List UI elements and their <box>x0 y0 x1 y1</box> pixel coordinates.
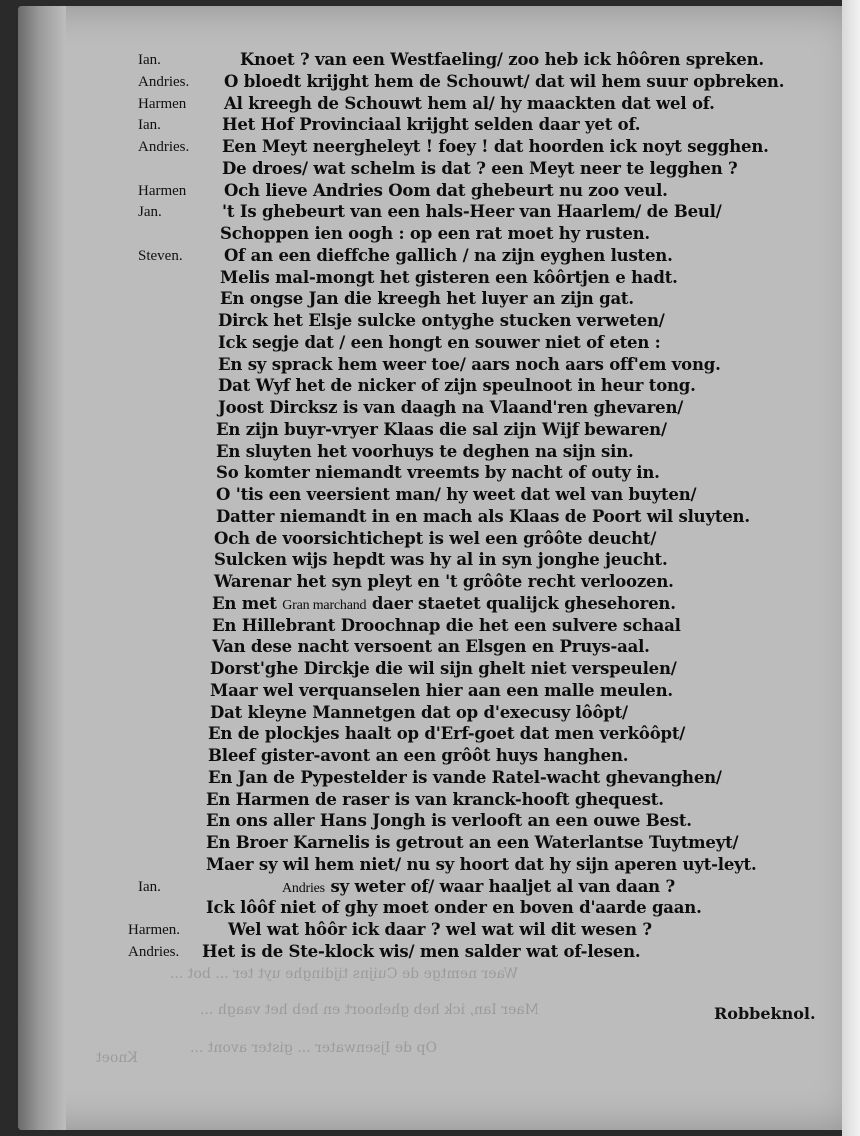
verse-line: O bloedt krijght hem de Schouwt/ dat wil hem suur opbreken. <box>224 71 785 91</box>
verse-line: Een Meyt neergheleyt ! foey ! dat hoorden ick noyt segghen. <box>222 137 769 156</box>
verse-line: En Jan de Pypestelder is vande Ratel-wacht ghevanghen/ <box>208 767 722 787</box>
verse-line: En de plockjes haalt op d'Erf-goet dat men verkôôpt/ <box>208 724 686 744</box>
verse-line: En Harmen de raser is van kranck-hooft ghequest. <box>206 789 664 809</box>
verse-line: Warenar het syn pleyt en 't grôôte recht verloozen. <box>214 572 674 591</box>
bleed-through-text: Maer Ian, ick heb ghehoort en heb het vaagh ... <box>200 1002 540 1018</box>
verse-line: Het Hof Provinciaal krijght selden daar yet of. <box>222 115 641 135</box>
bleed-through-text: Waer nemtge de Cuijns tijdinghe uyt ter ... bot ... <box>170 966 519 982</box>
verse-line: Och lieve Andries Oom dat ghebeurt nu zoo veul. <box>224 180 668 200</box>
speaker-label: Andries. <box>138 139 190 155</box>
page-edge <box>842 0 860 1136</box>
verse-line: Al kreegh de Schouwt hem al/ hy maackten dat wel of. <box>224 93 715 113</box>
verse-line: So komter niemandt vreemts by nacht of outy in. <box>216 463 660 483</box>
speaker-label: Steven. <box>138 247 183 264</box>
verse-line: Schoppen ien oogh : op een rat moet hy rusten. <box>220 224 650 243</box>
bleed-through-text: Op de Ijsenwater ... gister avont ... <box>190 1040 437 1056</box>
speaker-label: Ian. <box>138 52 161 68</box>
page-gutter <box>18 6 66 1130</box>
speaker-label: Harmen. <box>128 922 181 938</box>
bleed-through-text: Knoet <box>96 1050 138 1066</box>
verse-line: Maer sy wil hem niet/ nu sy hoort dat hy sijn aperen uyt-leyt. <box>206 854 757 874</box>
verse-line: En met Gran marchand daer staetet qualijck ghesehoren. <box>212 593 676 613</box>
verse-line: Andries sy weter of/ waar haaljet al van daan ? <box>282 876 675 896</box>
speaker-label: Harmen <box>138 182 187 199</box>
speaker-label: Harmen <box>138 95 187 112</box>
inline-name: Andries <box>282 880 325 896</box>
verse-line: En ons aller Hans Jongh is verlooft an een ouwe Best. <box>206 811 692 831</box>
inline-name: Gran marchand <box>282 597 367 613</box>
verse-line: Sulcken wijs hepdt was hy al in syn jonghe jeucht. <box>214 550 668 570</box>
verse-line: Maar wel verquanselen hier aan een malle meulen. <box>210 680 673 700</box>
verse-line: Melis mal-mongt het gisteren een kôôrtjen e hadt. <box>220 267 678 287</box>
verse-line: Dat kleyne Mannetgen dat op d'execusy lôôpt/ <box>210 702 628 722</box>
verse-line: Ick lôôf niet of ghy moet onder en boven d'aarde gaan. <box>206 898 702 918</box>
speaker-label: Andries. <box>128 943 180 960</box>
verse-line: Ick segje dat / een hongt en souwer niet of eten : <box>218 332 661 352</box>
verse-line: En Hillebrant Droochnap die het een sulvere schaal <box>212 615 681 635</box>
verse-line: Wel wat hôôr ick daar ? wel wat wil dit wesen ? <box>228 920 652 939</box>
speaker-label: Andries. <box>138 73 190 90</box>
verse-line: Het is de Ste-klock wis/ men salder wat of-lesen. <box>202 941 641 961</box>
verse-line: Och de voorsichtichept is wel een grôôte deucht/ <box>214 528 657 548</box>
speaker-label: Ian. <box>138 878 161 895</box>
verse-line: 't Is ghebeurt van een hals-Heer van Haarlem/ de Beul/ <box>222 202 722 222</box>
speaker-label: Jan. <box>138 204 162 221</box>
signature: Robbeknol. <box>714 1004 816 1023</box>
verse-line: Of an een dieffche gallich / na zijn eyghen lusten. <box>224 245 673 265</box>
verse-line: De droes/ wat schelm is dat ? een Meyt neer te legghen ? <box>222 158 738 178</box>
speaker-label: Ian. <box>138 117 161 134</box>
verse-line: En zijn buyr-vryer Klaas die sal zijn Wijf bewaren/ <box>216 419 667 439</box>
verse-line: Bleef gister-avont an een grôôt huys hanghen. <box>208 746 629 765</box>
verse-line: En Broer Karnelis is getrout an een Waterlantse Tuytmeyt/ <box>206 833 739 852</box>
verse-line: En sy sprack hem weer toe/ aars noch aars off'em vong. <box>218 354 721 374</box>
verse-line: O 'tis een veersient man/ hy weet dat wel van buyten/ <box>216 485 697 504</box>
verse-line: En ongse Jan die kreegh het luyer an zijn gat. <box>220 289 634 309</box>
verse-line: Knoet ? van een Westfaeling/ zoo heb ick hôôren spreken. <box>240 50 764 69</box>
verse-line: Dat Wyf het de nicker of zijn speulnoot in heur tong. <box>218 376 696 396</box>
verse-line: Joost Dircksz is van daagh na Vlaand'ren ghevaren/ <box>218 398 684 417</box>
verse-line: Dorst'ghe Dirckje die wil sijn ghelt niet verspeulen/ <box>210 659 677 678</box>
verse-line: En sluyten het voorhuys te deghen na sijn sin. <box>216 441 634 461</box>
verse-line: Datter niemandt in en mach als Klaas de Poort wil sluyten. <box>216 506 750 526</box>
verse-line: Van dese nacht versoent an Elsgen en Pruys-aal. <box>212 637 650 657</box>
verse-line: Dirck het Elsje sulcke ontyghe stucken verweten/ <box>218 311 665 330</box>
